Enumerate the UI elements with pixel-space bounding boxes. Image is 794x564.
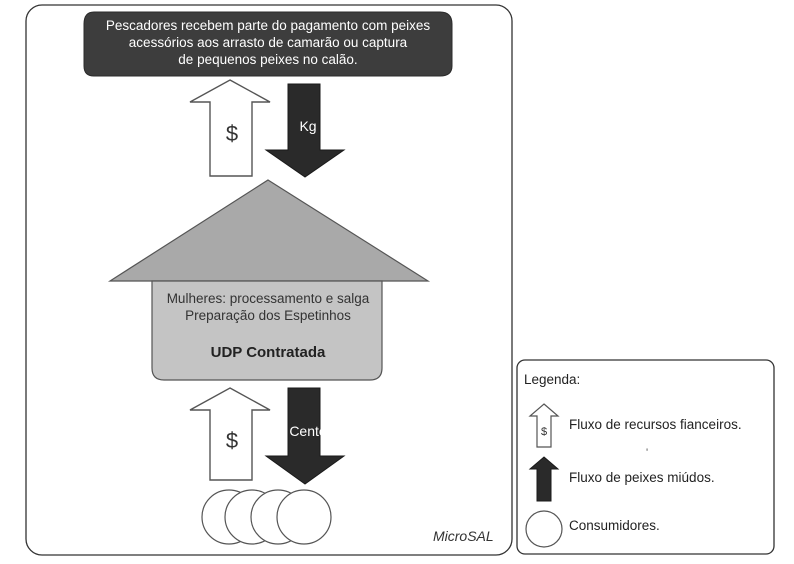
legend-consumer-circle-icon — [526, 511, 562, 547]
cento-label: Cento — [289, 423, 327, 439]
banner-line-1: Pescadores recebem parte do pagamento com peixes — [105, 18, 431, 33]
legend-fish-label: Fluxo de peixes miúdos. — [569, 470, 715, 485]
legend-title: Legenda: — [524, 372, 581, 387]
top-banner — [84, 12, 452, 76]
house-title: UDP Contratada — [210, 344, 326, 361]
legend-money-label: Fluxo de recursos fianceiros. — [569, 417, 742, 432]
legend-separator-mark: ' — [646, 447, 649, 459]
legend-box — [517, 360, 774, 554]
kg-label: Kg — [299, 118, 317, 134]
house-line-2: Preparação dos Espetinhos — [185, 308, 351, 323]
upper-dollar-sign: $ — [225, 121, 239, 146]
legend-consumer-label: Consumidores. — [569, 518, 660, 533]
lower-dollar-sign: $ — [225, 428, 239, 453]
banner-line-2: acessórios aos arrasto de camarão ou captura — [128, 35, 408, 50]
consumer-circle — [277, 490, 331, 544]
house-line-1: Mulheres: processamento e salga — [166, 291, 370, 306]
consumer-circles — [202, 490, 331, 544]
legend-dollar-sign: $ — [540, 426, 548, 438]
banner-line-3: de pequenos peixes no calão. — [178, 52, 358, 67]
microsal-watermark: MicroSAL — [433, 528, 494, 544]
